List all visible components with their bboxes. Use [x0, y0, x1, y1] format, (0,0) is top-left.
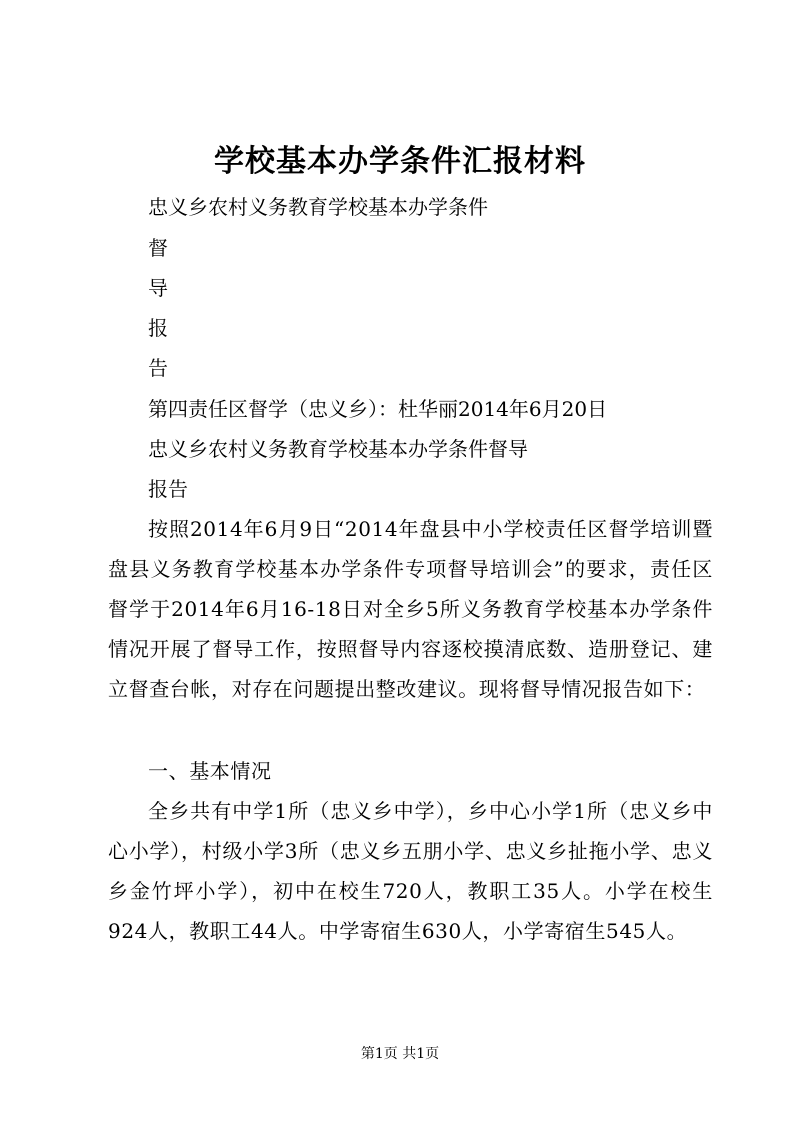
document-title: 学校基本办学条件汇报材料	[214, 144, 586, 179]
page-footer: 第1页 共1页	[360, 1046, 440, 1062]
section-heading: 一、基本情况	[148, 759, 272, 783]
subtitle-line: 忠义乡农村义务教育学校基本办学条件	[148, 195, 488, 219]
body-paragraph: 全乡共有中学1所（忠义乡中学），乡中心小学1所（忠义乡中心小学），村级小学3所（忠义乡五朋小学、忠义乡扯拖小学、忠义乡金竹坪小学），初中在校生720人，教职工35人。小学在校生924人，教职工44人。中学寄宿生630人，小学寄宿生545人。	[108, 799, 713, 943]
report-heading-line: 忠义乡农村义务教育学校基本办学条件督导	[148, 437, 528, 461]
vertical-char-line: 报	[148, 316, 168, 340]
vertical-char-line: 告	[148, 356, 168, 380]
vertical-char-line: 督	[148, 236, 168, 260]
body-paragraph: 按照2014年6月9日“2014年盘县中小学校责任区督学培训暨盘县义务教育学校基本办学条件专项督导培训会”的要求，责任区督学于2014年6月16-18日对全乡5所义务教育学校基本办学条件情况开展了督导工作，按照督导内容逐校摸清底数、造册登记、建立督查台帐，对存在问题提出整改建议。现将督导情况报告如下：	[108, 517, 713, 701]
author-date-line: 第四责任区督学（忠义乡）：杜华丽2014年6月20日	[148, 397, 608, 421]
vertical-char-line: 导	[148, 276, 168, 300]
report-heading-line: 报告	[148, 477, 188, 501]
